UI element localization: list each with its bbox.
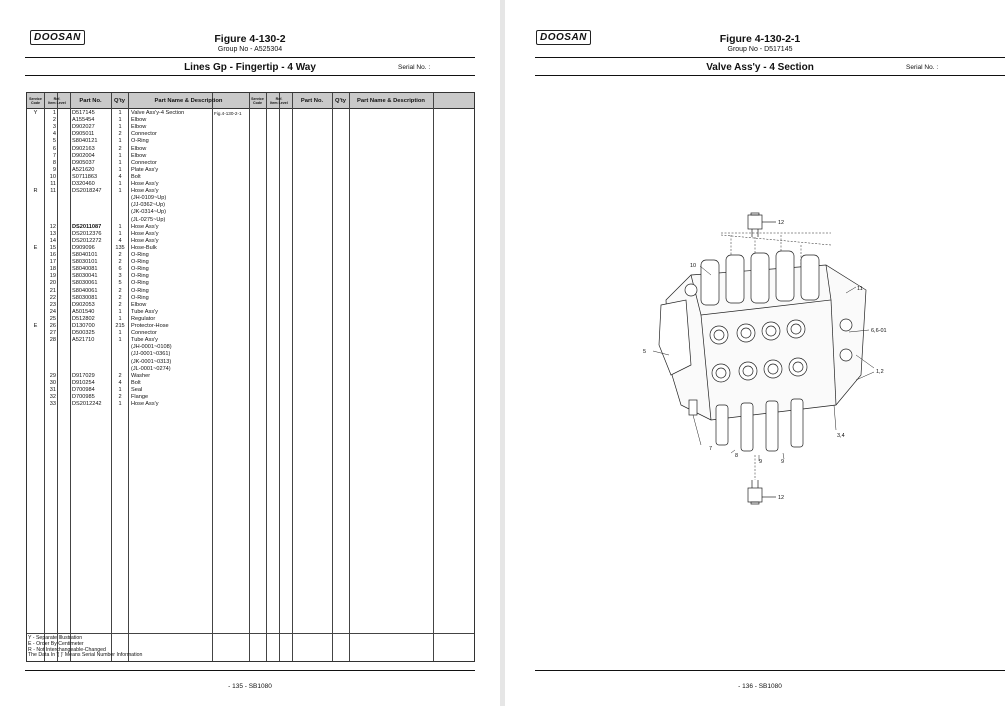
table-row (27, 195, 474, 202)
item-number: 2 (52, 117, 56, 124)
right-page (505, 0, 1005, 706)
quantity: 2 (118, 294, 122, 301)
item-number: 20 (49, 280, 56, 287)
quantity: 2 (118, 287, 122, 294)
header-qty-2: Q'ty (334, 97, 347, 104)
item-number: 21 (49, 287, 56, 294)
part-number: DS2012376 (72, 230, 102, 237)
part-description: Connector (131, 131, 157, 138)
part-description: O-Ring (131, 280, 149, 287)
part-number: S8030101 (72, 259, 98, 266)
item-number: 27 (49, 330, 56, 337)
quantity: 2 (118, 394, 122, 400)
item-number: 22 (49, 294, 56, 301)
table-row (27, 202, 474, 209)
group-number: Group No - A525304 (217, 46, 283, 53)
item-number: 32 (49, 394, 56, 400)
part-description: Hose Ass'y (131, 188, 159, 195)
part-description: O-Ring (131, 287, 149, 294)
table-row (27, 280, 474, 287)
part-description: O-Ring (131, 252, 149, 258)
left-page (0, 0, 500, 706)
table-row (27, 217, 474, 224)
header-part-no: Part No. (79, 97, 102, 104)
table-row (27, 153, 474, 160)
part-description: Hose Ass'y (131, 237, 159, 244)
part-number: DS2012242 (72, 401, 102, 408)
part-description: Seal (131, 386, 143, 393)
legend-line: E - Order By Centimeter (28, 640, 84, 647)
quantity: 1 (118, 386, 122, 393)
part-description: Tube Ass'y (131, 308, 158, 315)
page-number: - 135 - SB1080 (228, 683, 272, 690)
part-number: A155454 (72, 117, 95, 124)
part-number: S0711863 (72, 173, 98, 180)
part-number: D909096 (72, 244, 95, 251)
serial-label: Serial No. : (906, 64, 939, 71)
callout-3-4: 3,4 (837, 433, 845, 439)
part-description: Washer (131, 372, 151, 379)
callout-12-top: 12 (778, 220, 785, 226)
table-row (27, 309, 474, 316)
part-number: D902004 (72, 152, 95, 159)
item-number: 13 (49, 230, 56, 237)
table-row (27, 146, 474, 153)
part-number: S8040061 (72, 287, 98, 294)
footer-rule (535, 670, 1005, 671)
part-number: D320460 (72, 181, 95, 187)
callout-11: 11 (857, 286, 863, 292)
header-ref: Ref. Item Level (48, 96, 66, 105)
part-description: Tube Ass'y (131, 337, 158, 344)
footer-rule (25, 670, 475, 671)
item-number: 15 (49, 244, 56, 251)
part-number: D910254 (72, 379, 95, 386)
part-number: S8040121 (72, 138, 98, 145)
table-row (27, 366, 474, 373)
callout-1-2: 1,2 (876, 369, 884, 375)
item-number: 29 (49, 372, 56, 379)
header-qty: Q'ty (113, 97, 126, 104)
part-number: A521710 (72, 337, 95, 344)
part-description: (JL-0001~0274) (131, 365, 171, 372)
quantity: 1 (118, 117, 122, 124)
parts-table (26, 92, 475, 662)
quantity: 1 (118, 166, 122, 173)
service-code: E (33, 244, 38, 251)
quantity: 3 (118, 273, 122, 280)
quantity: 1 (118, 337, 122, 344)
table-row (27, 259, 474, 266)
item-number: 4 (52, 131, 56, 138)
doosan-logo: DOOSAN (30, 30, 85, 45)
table-row (27, 295, 474, 302)
part-description: O-Ring (131, 138, 149, 145)
header-rule (25, 57, 475, 58)
item-number: 28 (49, 337, 56, 344)
table-row (27, 167, 474, 174)
item-number: 9 (52, 166, 56, 173)
part-description: O-Ring (131, 259, 149, 266)
part-description: Connector (131, 159, 157, 166)
table-row (27, 273, 474, 280)
item-number: 18 (49, 266, 56, 273)
part-description: (JK-0001~0313) (131, 358, 172, 365)
part-description: Elbow (131, 152, 147, 159)
legend-line: The Data In '( )' Means Serial Number Information (28, 652, 143, 659)
part-description: Hose Ass'y (131, 230, 159, 237)
callout-5: 5 (643, 349, 647, 355)
callout-9a: 9 (759, 459, 763, 465)
part-number: D917029 (72, 372, 95, 379)
item-number: 23 (49, 301, 56, 308)
table-row (27, 245, 474, 252)
quantity: 2 (118, 259, 122, 266)
part-description: Hose-Bulk (131, 244, 157, 251)
part-description: (JK-0314~Up) (131, 209, 166, 216)
quantity: 1 (118, 315, 122, 322)
table-row (27, 302, 474, 309)
part-number: D130700 (72, 323, 95, 329)
part-description: Plate Ass'y (131, 166, 159, 173)
item-number: 19 (49, 273, 56, 280)
part-description: Flange (131, 394, 149, 400)
quantity: 5 (118, 280, 122, 287)
table-row (27, 394, 474, 401)
header-part-no-2: Part No. (300, 97, 324, 104)
item-number: 8 (52, 159, 56, 166)
service-code: E (33, 323, 38, 329)
item-number: 30 (49, 379, 56, 386)
callout-9b: 9 (781, 459, 785, 465)
item-number: 5 (52, 138, 56, 145)
table-row (27, 209, 474, 216)
quantity: 2 (118, 131, 122, 138)
part-number: S8040101 (72, 252, 98, 258)
table-row (27, 266, 474, 273)
table-row (27, 344, 474, 351)
quantity: 1 (118, 230, 122, 237)
part-description: Elbow (131, 145, 147, 152)
table-row (27, 316, 474, 323)
table-row (27, 401, 474, 408)
item-number: 25 (49, 315, 56, 322)
section-title: Lines Gp - Fingertip - 4 Way (184, 62, 316, 73)
part-number: D517145 (72, 110, 95, 116)
table-row (27, 138, 474, 145)
quantity: 1 (118, 223, 122, 230)
table-row (27, 231, 474, 238)
subtitle-rule (535, 75, 1005, 76)
header-description-2: Part Name & Description (357, 97, 425, 104)
quantity: 2 (118, 301, 122, 308)
part-number: S8030061 (72, 280, 98, 287)
header-description: Part Name & Description (154, 97, 223, 104)
callout-10: 10 (690, 263, 697, 269)
item-number: 10 (49, 173, 56, 180)
table-row (27, 160, 474, 167)
table-row (27, 359, 474, 366)
part-description: Elbow (131, 117, 147, 124)
table-row (27, 252, 474, 259)
table-row (27, 288, 474, 295)
quantity: 6 (118, 266, 122, 273)
quantity: 1 (118, 181, 122, 187)
item-number: 6 (52, 145, 56, 152)
quantity: 1 (118, 308, 122, 315)
header-rule (535, 57, 1005, 58)
table-row (27, 330, 474, 337)
item-number: 33 (49, 401, 56, 408)
item-number: 11 (50, 181, 56, 187)
legend-rule (27, 633, 474, 634)
figure-title: Figure 4-130-2-1 (719, 33, 801, 45)
part-number: DS2018247 (72, 188, 102, 195)
quantity: 1 (118, 138, 122, 145)
legend-line: R - Not Interchangeable-Changed (28, 646, 106, 653)
table-row (27, 351, 474, 358)
page-number: - 136 - SB1080 (738, 683, 782, 690)
serial-label: Serial No. : (398, 64, 431, 71)
table-row (27, 174, 474, 181)
table-row (27, 380, 474, 387)
quantity: 215 (115, 323, 125, 329)
quantity: 1 (118, 401, 122, 408)
quantity: 1 (118, 159, 122, 166)
table-row (27, 323, 474, 330)
quantity: 1 (118, 152, 122, 159)
part-number: D902053 (72, 301, 95, 308)
part-description: (JJ-0362~Up) (131, 202, 166, 209)
item-number: 26 (49, 323, 56, 329)
group-number: Group No - D517145 (727, 46, 793, 53)
table-row (27, 181, 474, 188)
table-row (27, 337, 474, 344)
callout-8: 8 (735, 453, 739, 459)
header-service-code-2: Service Code (251, 96, 264, 105)
part-description: (JH-0109~Up) (131, 195, 167, 202)
part-description: Regulator (131, 315, 156, 322)
part-description: (JL-0275~Up) (131, 216, 166, 223)
part-description: O-Ring (131, 266, 149, 273)
quantity: 4 (118, 173, 122, 180)
quantity: 1 (118, 188, 122, 195)
table-row (27, 188, 474, 195)
part-description: Bolt (131, 379, 141, 386)
callout-12-bottom: 12 (778, 495, 785, 501)
part-number: A521620 (72, 166, 95, 173)
part-number: DS2011087 (72, 223, 102, 230)
quantity: 2 (118, 145, 122, 152)
service-code: R (33, 188, 38, 195)
part-number: D902027 (72, 124, 95, 131)
quantity: 1 (118, 330, 122, 337)
item-number: 3 (52, 124, 56, 131)
callout-7: 7 (709, 446, 713, 452)
subtitle-rule (25, 75, 475, 76)
quantity: 135 (115, 244, 125, 251)
part-description: Connector (131, 330, 157, 337)
item-number: 31 (49, 386, 56, 393)
part-number: D700984 (72, 386, 95, 393)
part-description: Bolt (131, 173, 141, 180)
doosan-logo: DOOSAN (536, 30, 591, 45)
header-service-code: Service Code (29, 96, 42, 105)
part-number: D700985 (72, 394, 95, 400)
legend-line: Y - Separate Illustration (28, 635, 83, 641)
part-number: D902163 (72, 145, 95, 152)
item-number: 11 (50, 188, 56, 195)
part-number: A501540 (72, 308, 95, 315)
quantity: 2 (118, 372, 122, 379)
item-number: 16 (49, 252, 56, 258)
table-row (27, 117, 474, 124)
item-number: 24 (49, 308, 56, 315)
part-number: D905037 (72, 159, 95, 166)
table-row (27, 131, 474, 138)
part-number: D905011 (72, 131, 95, 138)
part-number: S8030081 (72, 294, 98, 301)
part-description: O-Ring (131, 273, 149, 280)
section-title: Valve Ass'y - 4 Section (706, 62, 814, 73)
figure-title: Figure 4-130-2 (214, 33, 286, 45)
part-description: Elbow (131, 301, 147, 308)
part-description: Elbow (131, 124, 147, 131)
table-row (27, 110, 474, 117)
part-description: Protector-Hose (131, 323, 169, 329)
part-number: S8040081 (72, 266, 98, 273)
callout-6: 6,6-01 (871, 328, 887, 334)
figure-reference: Fig.4-130-2-1 (214, 111, 242, 116)
quantity: 4 (118, 379, 122, 386)
quantity: 4 (118, 237, 122, 244)
table-row (27, 387, 474, 394)
table-row (27, 238, 474, 245)
header-ref-2: Ref. Item Level (270, 96, 288, 105)
item-number: 17 (49, 259, 56, 266)
part-description: Valve Ass'y-4 Section (131, 110, 185, 116)
part-description: Hose Ass'y (131, 401, 159, 408)
item-number: 7 (52, 152, 56, 159)
quantity: 1 (118, 124, 122, 131)
part-number: DS2012272 (72, 237, 102, 244)
service-code: Y (33, 110, 38, 116)
item-number: 1 (52, 110, 56, 116)
quantity: 1 (118, 110, 122, 116)
valve-assembly-drawing (631, 205, 901, 515)
part-description: O-Ring (131, 294, 149, 301)
part-number: S8030041 (72, 273, 98, 280)
item-number: 14 (49, 237, 56, 244)
part-description: Hose Ass'y (131, 223, 159, 230)
part-description: Hose Ass'y (131, 181, 159, 187)
table-row (27, 124, 474, 131)
table-row (27, 224, 474, 231)
part-number: D512802 (72, 315, 95, 322)
part-description: (JH-0001~0108) (131, 344, 172, 351)
part-description: (JJ-0001~0361) (131, 351, 171, 358)
item-number: 12 (49, 223, 56, 230)
quantity: 2 (118, 252, 122, 258)
part-number: D500325 (72, 330, 95, 337)
table-row (27, 373, 474, 380)
